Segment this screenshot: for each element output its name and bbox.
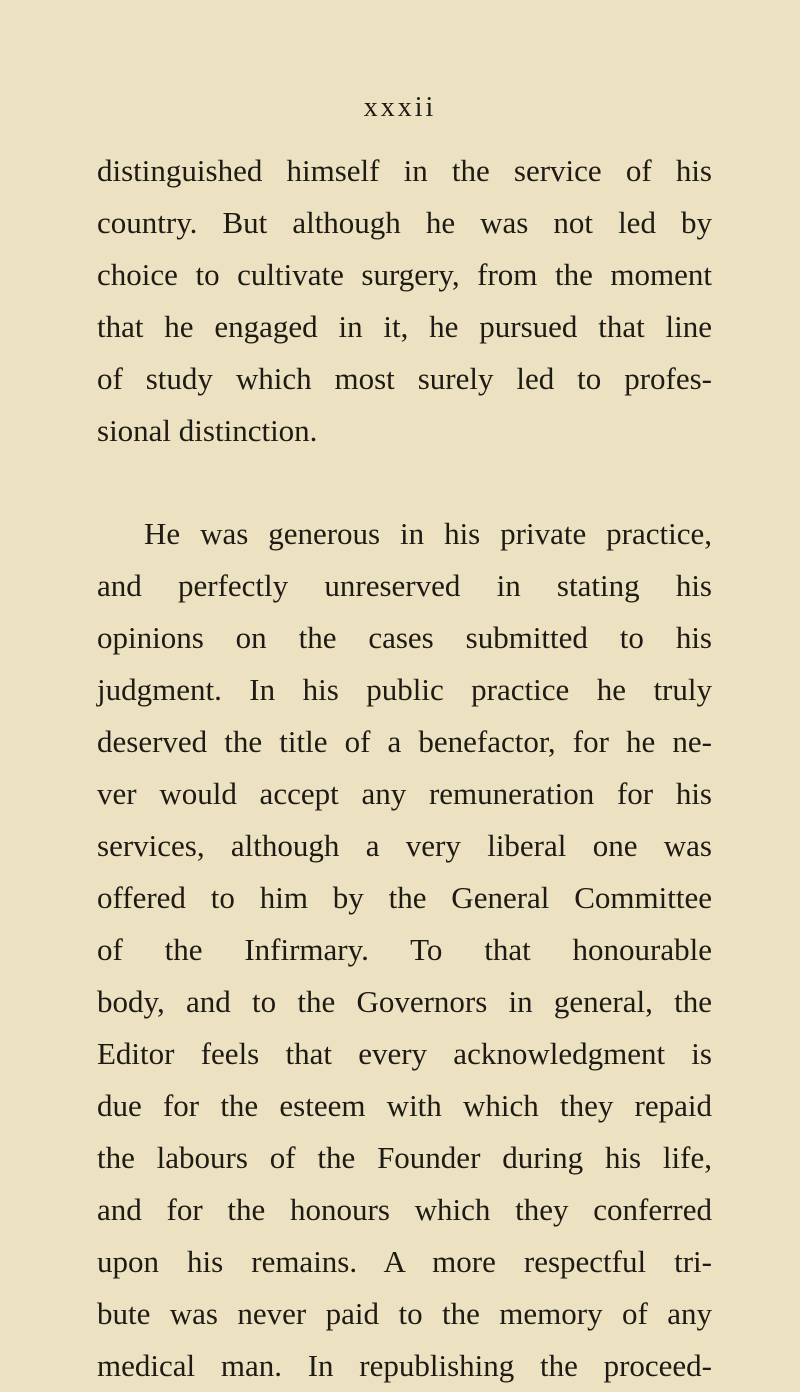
text-line: medical man. In republishing the proceed- xyxy=(97,1348,712,1383)
text-line: services, although a very liberal one was xyxy=(97,828,712,863)
text-line: that he engaged in it, he pursued that line xyxy=(97,309,712,344)
paragraph-gap xyxy=(97,457,712,508)
text-line: distinguished himself in the service of his xyxy=(97,153,712,188)
text-line: body, and to the Governors in general, the xyxy=(97,984,712,1019)
text-line: due for the esteem with which they repaid xyxy=(97,1088,712,1123)
paragraph-1 xyxy=(97,145,712,457)
text-line: He was generous in his private practice, xyxy=(144,516,712,551)
text-line: ver would accept any remuneration for his xyxy=(97,776,712,811)
text-line: judgment. In his public practice he truly xyxy=(97,672,712,707)
text-line: of study which most surely led to profes- xyxy=(97,361,712,396)
text-line: Editor feels that every acknowledgment is xyxy=(97,1036,712,1071)
text-line: opinions on the cases submitted to his xyxy=(97,620,712,655)
text-line: and for the honours which they conferred xyxy=(97,1192,712,1227)
text-line: sional distinction. xyxy=(97,413,318,448)
text-line: upon his remains. A more respectful tri- xyxy=(97,1244,712,1279)
body-text xyxy=(97,145,712,1392)
text-line: country. But although he was not led by xyxy=(97,205,712,240)
text-line: deserved the title of a benefactor, for he ne- xyxy=(97,724,712,759)
text-line: bute was never paid to the memory of any xyxy=(97,1296,712,1331)
text-line: offered to him by the General Committee xyxy=(97,880,712,915)
paragraph-2 xyxy=(97,508,712,1392)
text-line: choice to cultivate surgery, from the moment xyxy=(97,257,712,292)
text-line: of the Infirmary. To that honourable xyxy=(97,932,712,967)
text-line: and perfectly unreserved in stating his xyxy=(97,568,712,603)
page-number: xxxii xyxy=(363,92,437,123)
text-line: the labours of the Founder during his life, xyxy=(97,1140,712,1175)
